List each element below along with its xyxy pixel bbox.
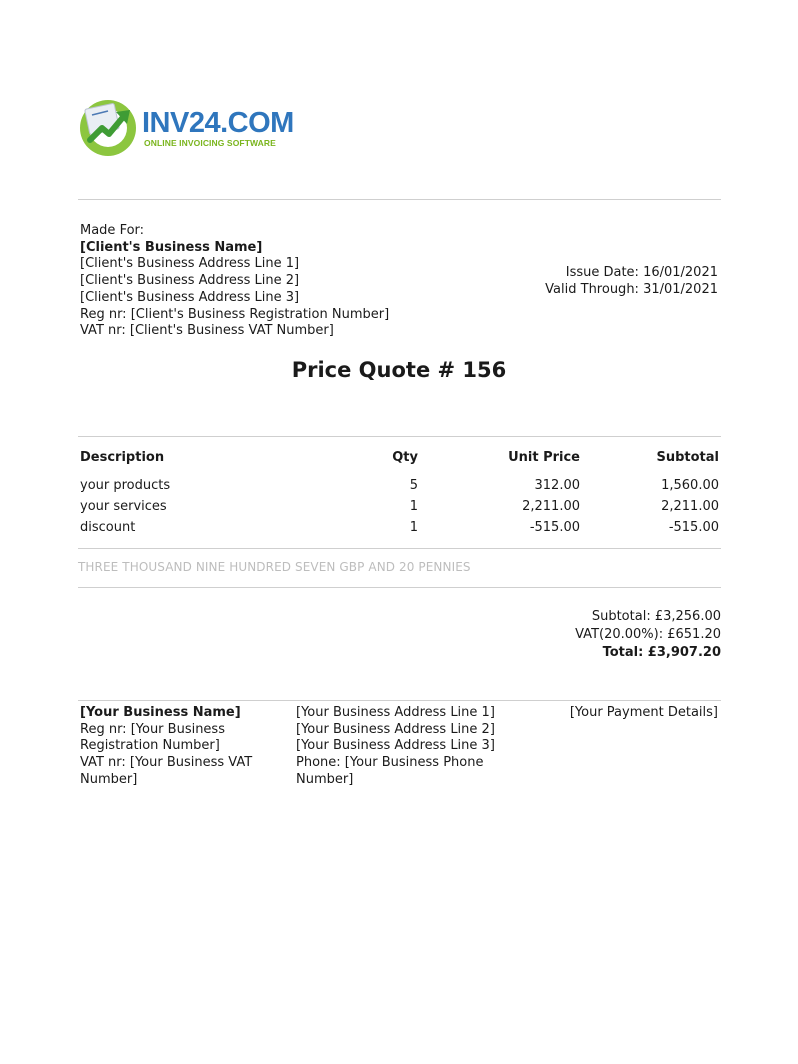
footer-address-1: [Your Business Address Line 1] [296,705,495,720]
table-row [78,517,721,538]
header-subtotal: Subtotal [656,449,719,465]
document-title: Price Quote # 156 [291,358,507,382]
divider-footer [78,700,721,701]
row-description: your products [80,478,171,493]
footer-payment: [Your Payment Details] [569,705,718,720]
client-address-1: [Client's Business Address Line 1] [80,256,300,272]
divider-top [78,199,721,200]
table-header-row [78,449,721,475]
row-unit-price: -515.00 [529,520,580,535]
divider-words [78,587,721,588]
footer-address-2: [Your Business Address Line 2] [296,721,495,737]
row-subtotal: 1,560.00 [661,478,719,493]
client-details [80,223,389,340]
table-row [78,496,721,517]
logo-name: INV24.COM [142,107,294,139]
totals-block [575,608,721,662]
row-qty: 5 [409,478,418,493]
issue-date: Issue Date: 16/01/2021 [565,265,718,280]
quote-dates [545,264,718,298]
row-subtotal: 2,211.00 [661,499,719,514]
client-vat: VAT nr: [Client's Business VAT Number] [80,323,334,339]
client-heading: Made For: [80,223,145,238]
footer-business-name: [Your Business Name] [80,705,241,720]
footer-vat: VAT nr: [Your Business VAT Number] [80,755,253,787]
row-unit-price: 2,211.00 [522,499,580,514]
row-description: your services [80,499,167,514]
row-qty: 1 [409,520,418,535]
header-qty: Qty [392,449,418,465]
footer-address-3: [Your Business Address Line 3] [296,738,495,754]
footer-business [80,705,285,789]
valid-through: Valid Through: 31/01/2021 [545,282,718,297]
items-table [78,449,721,538]
divider-table-bottom [78,548,721,549]
logo-icon [78,96,140,158]
row-qty: 1 [409,499,418,514]
row-subtotal: -515.00 [668,520,719,535]
amount-in-words: THREE THOUSAND NINE HUNDRED SEVEN GBP AND 20 PENNIES [78,560,471,574]
divider-table-top [78,436,721,437]
table-row [78,475,721,496]
totals-vat: VAT(20.00%): £651.20 [575,627,721,642]
logo-tagline: ONLINE INVOICING SOFTWARE [144,138,276,148]
footer-reg: Reg nr: [Your Business Registration Number] [80,721,225,754]
client-name: [Client's Business Name] [80,239,263,255]
row-unit-price: 312.00 [534,478,580,493]
client-address-2: [Client's Business Address Line 2] [80,273,300,289]
row-description: discount [80,520,136,535]
totals-subtotal: Subtotal: £3,256.00 [591,609,721,624]
footer-address [296,705,516,789]
footer-phone: Phone: [Your Business Phone Number] [296,755,484,787]
totals-total: Total: £3,907.20 [602,645,721,660]
company-logo [78,96,294,160]
client-reg: Reg nr: [Client's Business Registration Number] [80,306,390,322]
header-description: Description [80,449,165,465]
header-unit-price: Unit Price [508,449,580,465]
client-address-3: [Client's Business Address Line 3] [80,289,300,305]
